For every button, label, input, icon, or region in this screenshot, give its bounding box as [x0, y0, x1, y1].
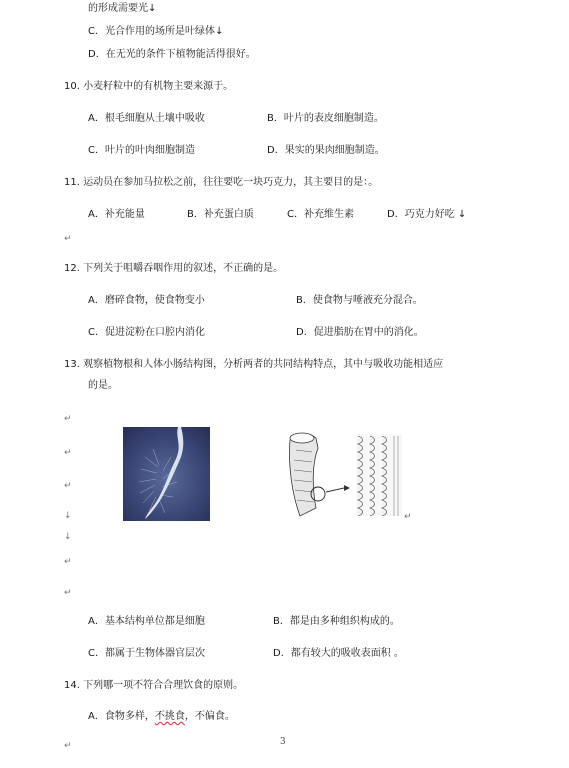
q14-option-a-prefix: A．食物多样，	[88, 711, 155, 722]
q9-option-d: D．在无光的条件下植物能活得很好。	[88, 49, 256, 60]
q12-option-a: A．磨碎食物，使食物变小	[88, 295, 205, 306]
q13-option-a: A．基本结构单位都是细胞	[88, 616, 205, 627]
q11-option-c: C．补充维生素	[287, 209, 354, 220]
paragraph-mark: ↵	[64, 588, 72, 598]
q9-option-c: C．光合作用的场所是叶绿体↓	[88, 26, 224, 37]
paragraph-mark: ↵	[64, 481, 72, 491]
q12-option-c: C．促进淀粉在口腔内消化	[88, 327, 205, 338]
q10-option-c: C．叶片的叶肉细胞制造	[88, 145, 195, 156]
q13-option-d: D．都有较大的吸收表面积 。	[273, 648, 404, 659]
q11-option-d: D．巧克力好吃 ↓	[387, 209, 467, 220]
paragraph-mark: ↵	[64, 448, 72, 458]
q12-option-b: B．使食物与唾液充分混合。	[296, 295, 423, 306]
q9-line-0: 的形成需要光↓	[88, 3, 157, 14]
root-hair-photo	[123, 427, 210, 521]
q10-stem: 10. 小麦籽粒中的有机物主要来源于。	[64, 81, 234, 92]
q11-option-a: A．补充能量	[88, 209, 145, 220]
q12-option-d: D．促进脂肪在胃中的消化。	[296, 327, 424, 338]
q10-option-a: A．根毛细胞从土壤中吸收	[88, 113, 205, 124]
q14-option-a	[88, 711, 235, 723]
paragraph-mark: ↵	[64, 557, 72, 567]
paragraph-mark: ↵	[404, 512, 412, 522]
q13-stem-line-1: 13. 观察植物根和人体小肠结构图，分析两者的共同结构特点，其中与吸收功能相适应	[64, 359, 444, 370]
q11-option-b: B．补充蛋白质	[187, 209, 254, 220]
q13-stem-line-2: 的是。	[88, 380, 118, 391]
spellcheck-underlined-text: 不挑食	[154, 711, 185, 722]
q10-option-d: D．果实的果肉细胞制造。	[267, 145, 385, 156]
line-break-mark: ↓	[64, 511, 72, 521]
page-number: 3	[280, 737, 286, 747]
q14-stem: 14. 下列哪一项不符合合理饮食的原则。	[64, 680, 244, 691]
q10-option-b: B．叶片的表皮细胞制造。	[267, 113, 384, 124]
small-intestine-diagram	[282, 430, 410, 520]
paragraph-mark: ↵	[64, 741, 72, 751]
q13-option-c: C．都属于生物体器官层次	[88, 648, 205, 659]
q12-stem: 12. 下列关于咀嚼吞咽作用的叙述，不正确的是。	[64, 263, 284, 274]
paragraph-mark: ↵	[64, 414, 72, 424]
paragraph-mark: ↵	[64, 234, 72, 244]
q11-stem: 11. 运动员在参加马拉松之前，往往要吃一块巧克力，其主要目的是：。	[64, 177, 379, 188]
line-break-mark: ↓	[64, 532, 72, 542]
q14-option-a-suffix: ，不偏食。	[184, 711, 235, 722]
q13-option-b: B．都是由多种组织构成的。	[273, 616, 400, 627]
